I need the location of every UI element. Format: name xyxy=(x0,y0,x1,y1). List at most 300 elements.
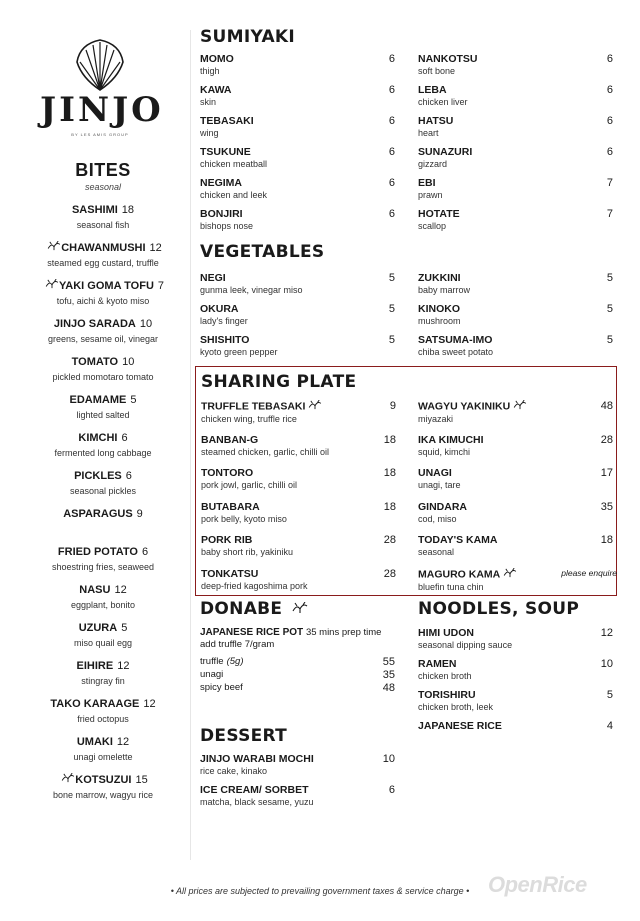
menu-item-desc: deep-fried kagoshima pork xyxy=(201,580,308,591)
rice-option-name: truffle xyxy=(200,656,224,667)
menu-item-desc: chicken broth xyxy=(418,671,472,681)
shell-fan-icon xyxy=(74,38,126,94)
menu-item xyxy=(18,390,188,428)
menu-item-line xyxy=(18,314,188,332)
menu-item-price: 5 xyxy=(388,334,395,346)
menu-item-name-line xyxy=(201,534,396,546)
noodles-title: NOODLES, SOUP xyxy=(418,599,580,619)
menu-item xyxy=(18,618,188,656)
menu-item-desc: kyoto green pepper xyxy=(200,347,278,357)
menu-item-name-line xyxy=(200,272,395,284)
menu-item xyxy=(18,276,188,314)
sharing-plate-title: SHARING PLATE xyxy=(201,372,357,392)
brand-subtitle: BY LES AMIS GROUP xyxy=(71,132,129,137)
menu-item-name: YAKI GOMA TOFU xyxy=(58,280,154,293)
menu-item-name: UZURA xyxy=(78,622,118,634)
menu-item-price: please enquire xyxy=(561,567,617,578)
menu-item-desc: heart xyxy=(418,128,439,138)
menu-item-price: 12 xyxy=(117,660,130,672)
donabe-title xyxy=(200,599,308,619)
dessert-list xyxy=(200,753,395,815)
menu-item-price: 7 xyxy=(606,177,613,189)
menu-item-price: 35 xyxy=(600,500,613,513)
menu-item-name: EBI xyxy=(418,177,436,189)
menu-item-name: IKA KIMUCHI xyxy=(418,433,484,446)
menu-item-desc: chicken broth, leek xyxy=(418,702,494,712)
sharing-left-list xyxy=(201,400,396,601)
menu-item-name: HIMI UDON xyxy=(418,627,474,639)
menu-item-name: TONKATSU xyxy=(201,567,259,580)
menu-item-line xyxy=(18,542,188,560)
bites-title: BITES xyxy=(75,160,131,180)
menu-item-name-line xyxy=(418,720,613,732)
menu-item xyxy=(418,177,613,208)
menu-item-name-line xyxy=(418,334,613,346)
menu-item-desc: soft bone xyxy=(418,66,456,76)
rice-option-price: 35 xyxy=(382,669,395,681)
menu-item xyxy=(18,504,188,542)
menu-item xyxy=(200,115,395,146)
menu-item xyxy=(18,732,188,770)
menu-item xyxy=(200,177,395,208)
menu-item-name: TONTORO xyxy=(201,467,254,479)
menu-item-desc: chicken wing, truffle rice xyxy=(201,414,297,424)
menu-item-desc: prawn xyxy=(418,190,443,200)
menu-item-price: 7 xyxy=(157,280,165,293)
bites-subtitle: seasonal xyxy=(84,182,122,192)
menu-item-name: TAKO KARAAGE xyxy=(50,698,140,710)
menu-item xyxy=(418,689,613,720)
menu-item-desc: bishops nose xyxy=(200,221,254,231)
menu-item-desc: pork jowl, garlic, chilli oil xyxy=(201,480,298,490)
menu-item-name: NANKOTSU xyxy=(418,53,478,65)
column-divider xyxy=(190,30,191,860)
bird-icon xyxy=(45,276,59,294)
menu-item-desc: mushroom xyxy=(418,316,461,326)
menu-item-line xyxy=(18,200,188,218)
menu-item xyxy=(200,272,395,303)
menu-item xyxy=(201,434,396,468)
menu-item-price: 12 xyxy=(116,736,130,748)
menu-item xyxy=(201,501,396,535)
sumiyaki-right-list xyxy=(418,53,613,239)
menu-item-price: 6 xyxy=(388,177,395,189)
menu-item-name: HOTATE xyxy=(418,208,460,220)
rice-option-name: spicy beef xyxy=(200,682,243,693)
menu-item-name: TSUKUNE xyxy=(200,146,251,158)
menu-item-price: 6 xyxy=(606,115,613,127)
brand-name: JINJO xyxy=(40,90,164,130)
menu-item-line xyxy=(18,732,188,750)
menu-item-desc: baby short rib, yakiniku xyxy=(201,547,294,557)
menu-item-desc: tofu, aichi & kyoto miso xyxy=(56,296,150,307)
menu-item-name-line xyxy=(201,568,396,580)
menu-item-price: 28 xyxy=(600,433,613,446)
menu-item-name: ICE CREAM/ SORBET xyxy=(200,784,309,796)
menu-item-price: 12 xyxy=(600,627,613,639)
menu-item-desc: chicken and leek xyxy=(200,190,268,200)
menu-item-name: GINDARA xyxy=(418,500,467,513)
menu-item-price: 6 xyxy=(388,53,395,65)
menu-item-name: KOTSUZUI xyxy=(75,774,132,787)
rice-pot-prep-note: 35 mins prep time xyxy=(305,627,382,638)
menu-item-name: JAPANESE RICE xyxy=(418,720,502,732)
menu-item xyxy=(18,770,188,808)
bird-icon xyxy=(513,400,527,413)
menu-item-desc: seasonal pickles xyxy=(69,486,137,496)
menu-item-name: TORISHIRU xyxy=(418,689,476,701)
menu-item-desc: seasonal fish xyxy=(76,220,130,230)
menu-item-line xyxy=(18,770,188,788)
menu-item-line xyxy=(18,352,188,370)
menu-item-line xyxy=(18,656,188,674)
bird-icon xyxy=(308,400,322,413)
menu-item xyxy=(418,627,613,658)
menu-item-line xyxy=(18,428,188,446)
menu-item-desc: lady's finger xyxy=(200,316,248,326)
menu-item-price: 6 xyxy=(388,115,395,127)
menu-item-price: 6 xyxy=(606,146,613,158)
menu-item xyxy=(200,84,395,115)
menu-item-name-line xyxy=(418,84,613,96)
menu-item-name-line xyxy=(201,434,396,446)
menu-item-desc: steamed chicken, garlic, chilli oil xyxy=(201,446,330,457)
menu-item xyxy=(418,534,613,568)
sumiyaki-left-list xyxy=(200,53,395,239)
menu-item-name-line xyxy=(418,534,613,546)
vegetables-title: VEGETABLES xyxy=(200,242,325,262)
menu-item xyxy=(200,53,395,84)
menu-item-line xyxy=(18,466,188,484)
menu-item-name-line xyxy=(200,334,395,346)
menu-item-name-line xyxy=(418,177,613,189)
menu-item-desc: bluefin tuna chin xyxy=(418,581,484,592)
menu-item-price: 12 xyxy=(114,584,127,596)
menu-item-name-line xyxy=(418,146,613,158)
menu-item-name-line xyxy=(418,303,613,315)
menu-item-name-line xyxy=(201,467,396,479)
menu-item-name-line xyxy=(201,400,396,413)
menu-item-price: 6 xyxy=(388,84,395,96)
bird-icon xyxy=(503,568,517,581)
menu-item-desc: shoestring fries, seaweed xyxy=(51,562,155,572)
menu-item-name: SHISHITO xyxy=(200,334,250,346)
menu-item-name: BONJIRI xyxy=(200,208,243,220)
menu-item-name: MOMO xyxy=(200,53,234,65)
menu-item-name-line xyxy=(418,53,613,65)
menu-item xyxy=(18,542,188,580)
menu-item-desc: seasonal xyxy=(418,547,455,557)
menu-item xyxy=(18,314,188,352)
menu-item-name-line xyxy=(200,784,395,796)
menu-item-name: JINJO SARADA xyxy=(53,318,136,330)
menu-item-line xyxy=(18,580,188,598)
menu-item xyxy=(201,467,396,501)
menu-item-desc: wing xyxy=(200,128,219,138)
menu-item-price: 5 xyxy=(388,272,395,284)
menu-item-line xyxy=(18,504,188,522)
menu-item-price: 5 xyxy=(130,394,137,406)
menu-item xyxy=(418,208,613,239)
menu-item-desc: lighted salted xyxy=(76,410,130,420)
menu-item-desc: greens, sesame oil, vinegar xyxy=(47,334,159,344)
menu-item-desc: miyazaki xyxy=(418,414,454,424)
menu-item-name: UMAKI xyxy=(76,736,113,748)
menu-item-price: 6 xyxy=(388,208,395,220)
menu-item-desc: matcha, black sesame, yuzu xyxy=(200,797,314,807)
menu-item-name: WAGYU YAKINIKU xyxy=(418,400,511,413)
menu-item-price: 48 xyxy=(600,400,613,412)
menu-item-desc: fried octopus xyxy=(77,714,129,724)
menu-item-name-line xyxy=(200,146,395,158)
menu-item-name: ASPARAGUS xyxy=(63,508,133,520)
rice-option xyxy=(200,682,395,694)
menu-item-name: PICKLES xyxy=(74,470,122,482)
bites-list xyxy=(18,200,188,808)
menu-item-name-line xyxy=(200,53,395,65)
menu-item-name: KAWA xyxy=(200,84,232,96)
menu-item-name: NEGI xyxy=(200,272,226,284)
menu-item-name-line xyxy=(200,177,395,189)
rice-option-price: 55 xyxy=(382,656,395,668)
menu-item-name: TRUFFLE TEBASAKI xyxy=(201,400,306,413)
menu-item-line xyxy=(18,390,188,408)
menu-item-desc: gizzard xyxy=(418,159,448,169)
menu-item-price: 28 xyxy=(383,534,396,546)
menu-item-name-line xyxy=(418,467,613,479)
menu-item-name: MAGURO KAMA xyxy=(418,567,501,580)
menu-item xyxy=(418,53,613,84)
menu-item-desc: pork belly, kyoto miso xyxy=(201,513,287,524)
menu-item-name: SUNAZURI xyxy=(418,146,473,158)
menu-item xyxy=(418,303,613,334)
menu-item xyxy=(418,84,613,115)
bites-section xyxy=(18,160,188,808)
menu-item-desc: scallop xyxy=(418,221,447,231)
menu-item-price: 5 xyxy=(606,689,613,701)
menu-item xyxy=(418,567,617,602)
menu-item xyxy=(418,467,613,501)
menu-item-name: NASU xyxy=(79,584,111,596)
menu-item xyxy=(418,146,613,177)
menu-item-price: 12 xyxy=(149,242,162,255)
rice-option-price: 48 xyxy=(382,682,395,694)
rice-option-extra: (5g) xyxy=(226,656,244,667)
menu-item-desc: gunma leek, vinegar miso xyxy=(200,285,303,295)
menu-item xyxy=(418,115,613,146)
logo xyxy=(40,38,164,137)
menu-item-name-line xyxy=(200,115,395,127)
menu-item-name-line xyxy=(200,753,395,765)
menu-item-desc: cod, miso xyxy=(418,513,457,524)
menu-item-line xyxy=(18,618,188,636)
menu-item-name-line xyxy=(201,501,396,513)
menu-item-price: 6 xyxy=(121,432,128,444)
menu-item-name-line xyxy=(200,208,395,220)
menu-item-name: KIMCHI xyxy=(78,432,118,444)
menu-item-price: 17 xyxy=(600,467,613,479)
menu-item-name: BUTABARA xyxy=(201,500,260,513)
menu-item-name-line xyxy=(200,84,395,96)
menu-item-price: 10 xyxy=(382,753,395,765)
menu-item xyxy=(200,146,395,177)
menu-item-desc: rice cake, kinako xyxy=(200,766,268,776)
tax-footnote: • All prices are subjected to prevailing government taxes & service charge • xyxy=(170,886,470,896)
menu-item xyxy=(418,501,613,535)
menu-item xyxy=(200,334,395,365)
menu-item-price: 10 xyxy=(122,356,135,368)
menu-item-name: SASHIMI xyxy=(71,204,118,216)
menu-item-name: PORK RIB xyxy=(201,534,253,546)
menu-item-desc: chiba sweet potato xyxy=(418,347,494,357)
menu-item-price: 5 xyxy=(606,303,613,315)
menu-item-price: 10 xyxy=(139,318,153,330)
menu-item-name: OKURA xyxy=(200,303,239,315)
menu-item-line xyxy=(18,238,188,256)
rice-option xyxy=(200,656,395,668)
menu-item xyxy=(18,656,188,694)
menu-item-desc: miso quail egg xyxy=(73,638,133,648)
menu-item xyxy=(18,200,188,238)
menu-item-name-line xyxy=(418,434,613,446)
vegetables-left-list xyxy=(200,272,395,365)
menu-item-price: 18 xyxy=(383,500,396,513)
bird-icon xyxy=(47,238,61,256)
menu-item xyxy=(418,334,613,365)
menu-item xyxy=(418,720,613,751)
menu-item xyxy=(18,238,188,276)
menu-item xyxy=(18,466,188,504)
menu-item xyxy=(418,400,613,434)
menu-item-desc: unagi omelette xyxy=(73,752,133,762)
menu-item-name-line xyxy=(418,115,613,127)
menu-item-desc: thigh xyxy=(200,66,220,76)
menu-item-name: UNAGI xyxy=(418,467,452,479)
openrice-watermark: OpenRice xyxy=(488,872,587,897)
menu-item-price: 4 xyxy=(606,720,613,732)
menu-item xyxy=(418,658,613,689)
menu-item-desc: unagi, tare xyxy=(418,480,461,490)
vegetables-right-list xyxy=(418,272,613,365)
menu-item-price: 6 xyxy=(388,146,395,158)
menu-item xyxy=(18,352,188,390)
menu-item-price: 5 xyxy=(606,334,613,346)
menu-item-price: 6 xyxy=(141,546,149,558)
sharing-right-list xyxy=(418,400,617,601)
menu-item-name: JINJO WARABI MOCHI xyxy=(200,753,314,765)
menu-item xyxy=(200,303,395,334)
dessert-title: DESSERT xyxy=(200,726,288,746)
menu-item-price: 18 xyxy=(383,467,396,479)
menu-item-desc: chicken liver xyxy=(418,97,468,107)
rice-pot-heading xyxy=(200,627,395,638)
sumiyaki-title: SUMIYAKI xyxy=(200,27,296,47)
rice-option xyxy=(200,669,395,681)
menu-item-name-line xyxy=(418,627,613,639)
menu-item-desc: pickled momotaro tomato xyxy=(52,372,154,382)
menu-item-name: BANBAN-G xyxy=(201,433,259,446)
menu-item-price: 6 xyxy=(388,784,395,796)
menu-item xyxy=(200,208,395,239)
menu-item-price: 5 xyxy=(606,272,613,284)
menu-item-price: 18 xyxy=(121,204,135,216)
menu-item-desc: steamed egg custard, truffle xyxy=(47,258,159,269)
truffle-add-note: add truffle 7/gram xyxy=(200,639,275,650)
menu-item-price: 12 xyxy=(143,698,156,710)
menu-item-name: TODAY'S KAMA xyxy=(418,534,498,546)
menu-item-name: LEBA xyxy=(418,84,447,96)
menu-item-price: 6 xyxy=(125,470,132,482)
bird-icon xyxy=(61,770,75,788)
menu-item xyxy=(201,400,396,434)
menu-item-name: FRIED POTATO xyxy=(57,546,138,558)
menu-item xyxy=(200,753,395,784)
menu-item-line xyxy=(18,276,188,294)
menu-item-price: 9 xyxy=(389,400,396,412)
menu-item-price: 18 xyxy=(600,534,613,546)
menu-item-name-line xyxy=(418,689,613,701)
menu-item xyxy=(18,580,188,618)
menu-item xyxy=(418,272,613,303)
menu-item-name: NEGIMA xyxy=(200,177,242,189)
menu-item-price: 5 xyxy=(121,622,128,634)
menu-item-name: TOMATO xyxy=(71,356,119,368)
menu-item-name-line xyxy=(418,272,613,284)
menu-item-desc: squid, kimchi xyxy=(418,446,471,457)
menu-item-price: 28 xyxy=(383,567,396,580)
menu-item-name: KINOKO xyxy=(418,303,460,315)
noodles-list xyxy=(418,627,613,751)
menu-item-price: 18 xyxy=(383,433,396,446)
menu-item-desc: chicken meatball xyxy=(200,159,268,169)
menu-item-desc: seasonal dipping sauce xyxy=(418,640,513,650)
menu-item-desc: fermented long cabbage xyxy=(54,448,152,458)
menu-item-price: 7 xyxy=(606,208,613,220)
rice-pot-block xyxy=(200,627,395,694)
rice-pot-title: JAPANESE RICE POT xyxy=(200,627,304,638)
menu-item-desc: eggplant, bonito xyxy=(70,600,136,610)
menu-item-name: TEBASAKI xyxy=(200,115,254,127)
menu-item-name: HATSU xyxy=(418,115,454,127)
menu-item xyxy=(418,434,613,468)
menu-item xyxy=(18,428,188,466)
menu-item-name: ZUKKINI xyxy=(418,272,461,284)
menu-item-name-line xyxy=(418,400,613,413)
menu-item-name-line xyxy=(418,208,613,220)
menu-item xyxy=(18,694,188,732)
menu-item-name: EIHIRE xyxy=(76,660,114,672)
menu-item-desc: stingray fin xyxy=(81,676,125,686)
menu-item-name-line xyxy=(418,501,613,513)
menu-item xyxy=(200,784,395,815)
menu-item-price: 9 xyxy=(136,508,143,520)
menu-item-price: 15 xyxy=(135,774,148,787)
menu-item-name: EDAMAME xyxy=(69,394,127,406)
menu-item-name: CHAWANMUSHI xyxy=(61,242,146,255)
menu-item xyxy=(201,568,396,602)
menu-item-price: 5 xyxy=(388,303,395,315)
rice-option-name: unagi xyxy=(200,669,224,680)
menu-item-desc: baby marrow xyxy=(418,285,471,295)
menu-item-name-line xyxy=(200,303,395,315)
donabe-title-text: DONABE xyxy=(200,599,283,619)
menu-item-name: SATSUMA-IMO xyxy=(418,334,493,346)
menu-item-price: 6 xyxy=(606,53,613,65)
menu-item-desc: skin xyxy=(200,97,217,107)
menu-item-price: 10 xyxy=(600,658,613,670)
menu-item-line xyxy=(18,694,188,712)
menu-item-name: RAMEN xyxy=(418,658,457,670)
